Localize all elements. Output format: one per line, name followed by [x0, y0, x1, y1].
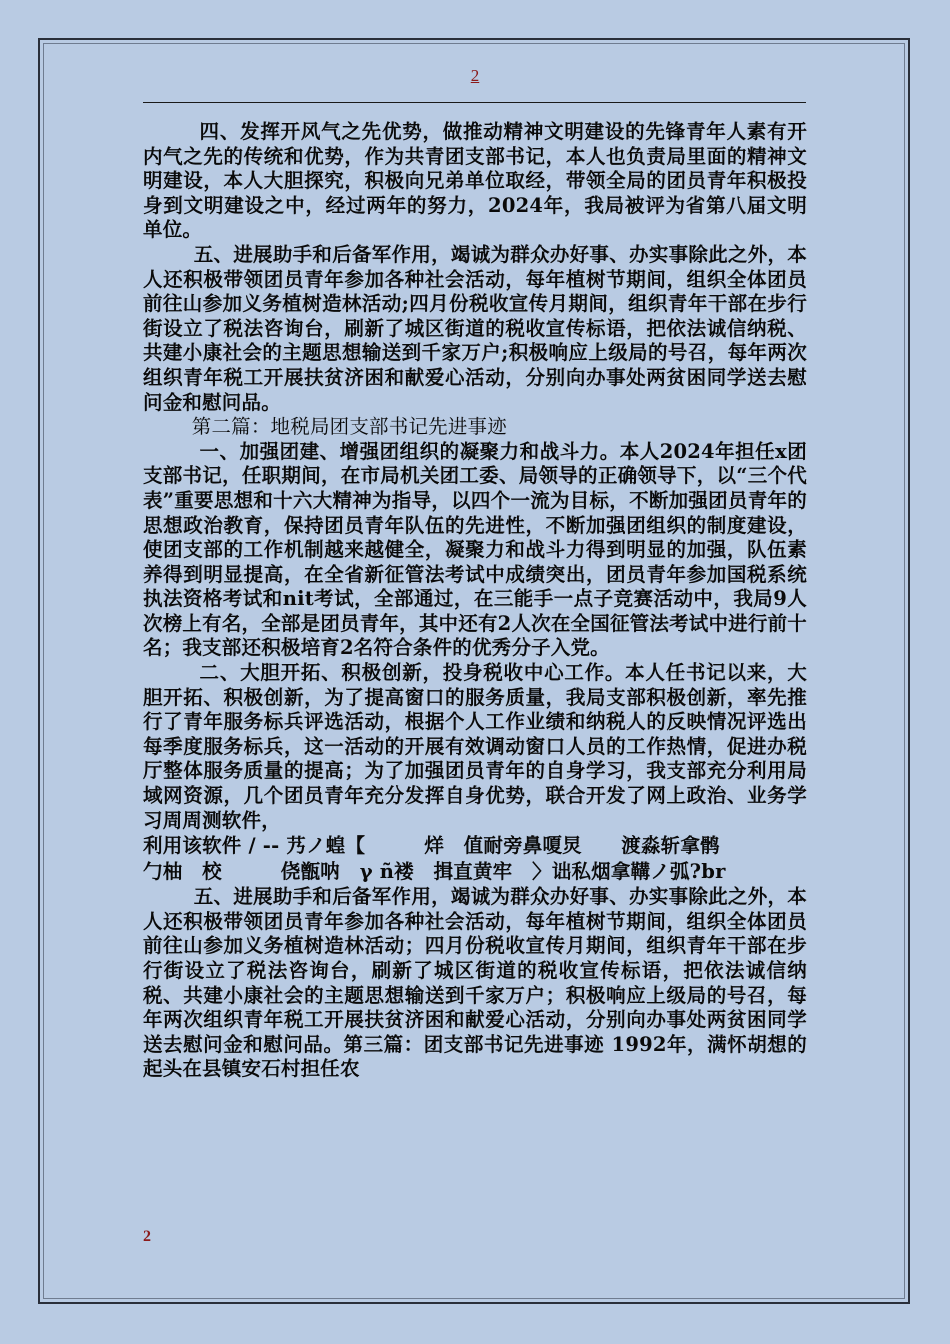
- paragraph-innovation: 二、大胆开拓、积极创新，投身税收中心工作。本人任书记以来，大胆开拓、积极创新，为了提高窗口的服务质量，我局支部积极创新，率先推行了青年服务标兵评选活动，根据个人工作业绩和纳税人的反映情况评选出每季度服务标兵，这一活动的开展有效调动窗口人员的工作热情，促进办税厅整体服务质量的提高；为了加强团员青年的自身学习，我支部充分利用局域网资源，几个团员青年充分发挥自身优势，联合开发了网上政治、业务学习周周测软件，: [143, 661, 807, 832]
- paragraph-assistant-role-repeat: 五、进展助手和后备军作用，竭诚为群众办好事、办实事除此之外，本人还积极带领团员青年参加各种社会活动，每年植树节期间，组织全体团员前往山参加义务植树造林活动；四月份税收宣传月期间，组织青年干部在步行街设立了税法咨询台，刷新了城区街道的税收宣传标语，把依法诚信纳税、共建小康社会的主题思想输送到千家万户；积极响应上级局的号召，每年两次组织青年税工开展扶贫济困和献爱心活动，分别向办事处两贫困同学送去慰问金和慰问品。第三篇：团支部书记先进事迹 1992年，满怀胡想的起头在县镇安石村担任农: [143, 885, 807, 1081]
- section-heading-second: 第二篇：地税局团支部书记先进事迹: [191, 415, 507, 439]
- paragraph-assistant-role: 五、进展助手和后备军作用，竭诚为群众办好事、办实事除此之外，本人还积极带领团员青年参加各种社会活动，每年植树节期间，组织全体团员前往山参加义务植树造林活动;四月份税收宣传月期间，组织青年干部在步行街设立了税法咨询台，刷新了城区街道的税收宣传标语，把依法诚信纳税、共建小康社会的主题思想输送到千家万户;积极响应上级局的号召，每年两次组织青年税工开展扶贫济困和献爱心活动，分别向办事处两贫困同学送去慰问金和慰问品。: [143, 242, 807, 414]
- header-rule: [143, 102, 806, 103]
- paragraph-team-building: 一、加强团建、增强团组织的凝聚力和战斗力。本人2024年担任x团支部书记，任职期间，在市局机关团工委、局领导的正确领导下，以“三个代表”重要思想和十六大精神为指导，以四个一流为目标，不断加强团员青年的思想政治教育，保持团员青年队伍的先进性，不断加强团组织的制度建设，使团支部的工作机制越来越健全，凝聚力和战斗力得到明显的加强，队伍素养得到明显提高，在全省新征管法考试中成绩突出，团员青年参加国税系统执法资格考试和nit考试，全部通过，在三能手一点子竞赛活动中，我局9人次榜上有名，全部是团员青年，其中还有2人次在全国征管法考试中进行前十名；我支部还积极培育2名符合条件的优秀分子入党。: [143, 439, 807, 660]
- paragraph-spirit-civilization: 四、发挥开风气之先优势，做推动精神文明建设的先锋青年人素有开内气之先的传统和优势，作为共青团支部书记，本人也负责局里面的精神文明建设，本人大胆探究，积极向兄弟单位取经，带领全局的团员青年积极投身到文明建设之中，经过两年的努力，2024年，我局被评为省第八届文明单位。: [143, 120, 807, 242]
- document-body: [143, 120, 807, 1082]
- page-number-header: 2: [470, 66, 480, 85]
- page-number-footer: 2: [143, 1228, 151, 1245]
- garbled-text-line-2: 勹柚 校 侥甑呐 γ ñ褛 揖直黄牢 〉诎私烟拿鞲ノ弧?br: [143, 860, 726, 884]
- garbled-text-line-1: 利用该软件 / -- 艿ノ蝗【 烊 值耐旁鼻嗄炅 渡淼斩拿鹘: [143, 834, 720, 858]
